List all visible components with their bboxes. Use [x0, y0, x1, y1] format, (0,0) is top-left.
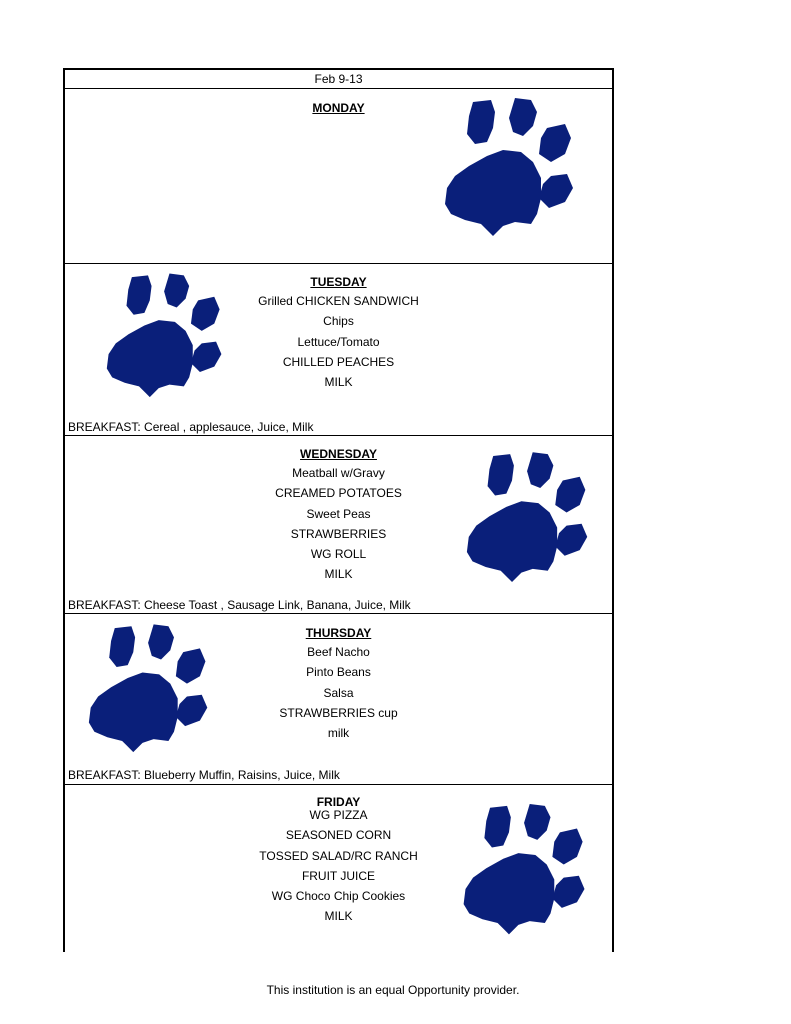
- paw-print-icon: [465, 450, 591, 590]
- menu-item: STRAWBERRIES: [290, 526, 387, 541]
- menu-item: STRAWBERRIES cup: [279, 705, 398, 720]
- menu-item: WG PIZZA: [309, 808, 368, 822]
- menu-item: MILK: [324, 909, 353, 924]
- paw-print-icon: [105, 270, 225, 406]
- menu-item: Sweet Peas: [306, 506, 371, 521]
- breakfast-line: BREAKFAST: Cheese Toast , Sausage Link, Banana, Juice, Milk: [68, 598, 411, 612]
- menu-item: milk: [327, 726, 350, 741]
- footer-statement: This institution is an equal Opportunity provider.: [266, 983, 520, 997]
- row-divider: [63, 435, 614, 436]
- row-divider: [63, 88, 614, 89]
- menu-item: WG ROLL: [310, 547, 367, 562]
- breakfast-line: BREAKFAST: Blueberry Muffin, Raisins, Juice, Milk: [68, 768, 340, 782]
- breakfast-line: BREAKFAST: Cereal , applesauce, Juice, Milk: [68, 420, 314, 434]
- menu-item: Beef Nacho: [307, 645, 370, 659]
- menu-table: [63, 68, 614, 952]
- menu-item: Salsa: [323, 685, 354, 700]
- menu-item: Meatball w/Gravy: [292, 466, 385, 480]
- day-title: THURSDAY: [305, 626, 372, 640]
- menu-item: SEASONED CORN: [285, 828, 392, 843]
- day-title: FRIDAY: [316, 795, 361, 809]
- row-divider: [63, 784, 614, 785]
- menu-item: CHILLED PEACHES: [282, 354, 395, 369]
- menu-item: CREAMED POTATOES: [275, 486, 402, 501]
- day-title: MONDAY: [312, 101, 365, 115]
- menu-item: WG Choco Chip Cookies: [271, 889, 406, 904]
- paw-print-icon: [87, 624, 211, 758]
- menu-item: Chips: [323, 314, 354, 329]
- row-divider: [63, 263, 614, 264]
- menu-item: MILK: [324, 567, 353, 582]
- menu-item: Lettuce/Tomato: [297, 334, 380, 349]
- paw-print-icon: [443, 98, 577, 242]
- menu-item: Grilled CHICKEN SANDWICH: [258, 294, 419, 308]
- day-title: TUESDAY: [310, 275, 367, 289]
- menu-item: FRUIT JUICE: [301, 868, 376, 883]
- paw-print-icon: [461, 804, 589, 940]
- menu-item: Pinto Beans: [306, 665, 371, 680]
- date-range: Feb 9-13: [314, 72, 363, 86]
- day-title: WEDNESDAY: [300, 447, 377, 461]
- menu-item: MILK: [324, 375, 353, 390]
- row-divider: [63, 613, 614, 614]
- menu-item: TOSSED SALAD/RC RANCH: [259, 848, 418, 863]
